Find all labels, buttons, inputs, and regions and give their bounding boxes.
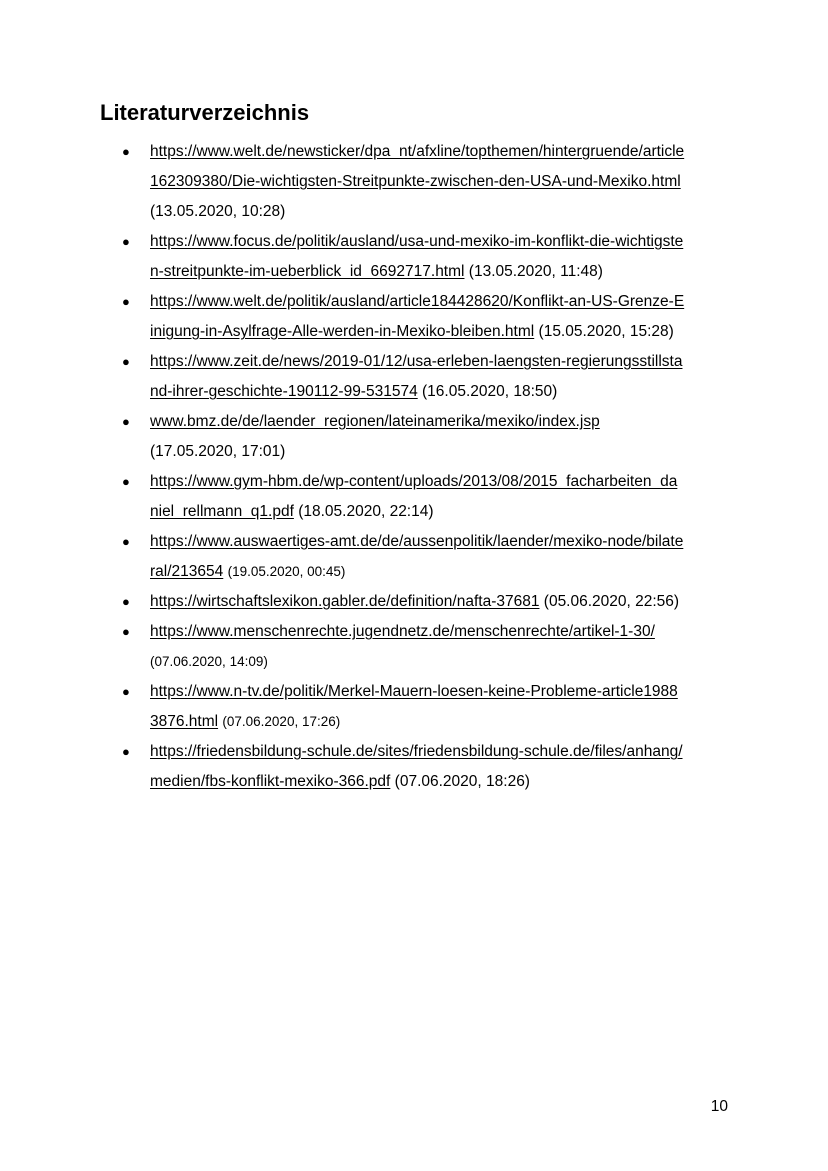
- reference-link[interactable]: 3876.html: [150, 713, 219, 730]
- reference-link[interactable]: https://www.menschenrechte.jugendnetz.de/menschenrechte/artikel-1-30/: [150, 623, 655, 640]
- reference-link[interactable]: https://wirtschaftslexikon.gabler.de/definition/nafta-37681: [150, 593, 540, 610]
- reference-item: [122, 617, 732, 677]
- bullet-icon: ●: [122, 474, 130, 489]
- bullet-icon: ●: [122, 144, 130, 159]
- bullet-icon: ●: [122, 354, 130, 369]
- reference-link[interactable]: inigung-in-Asylfrage-Alle-werden-in-Mexiko-bleiben.html: [150, 323, 535, 340]
- page-heading: Literaturverzeichnis: [100, 100, 310, 125]
- page-number: 10: [710, 1098, 728, 1115]
- access-date: (19.05.2020, 00:45): [227, 564, 346, 579]
- reference-link[interactable]: medien/fbs-konflikt-mexiko-366.pdf: [150, 773, 391, 790]
- bullet-icon: ●: [122, 684, 130, 699]
- reference-item: [122, 227, 732, 287]
- reference-link[interactable]: https://www.gym-hbm.de/wp-content/uploads/2013/08/2015_facharbeiten_da: [150, 473, 678, 490]
- reference-link[interactable]: https://www.welt.de/newsticker/dpa_nt/afxline/topthemen/hintergruende/article: [150, 143, 685, 160]
- reference-list: [122, 137, 732, 797]
- reference-link[interactable]: https://www.auswaertiges-amt.de/de/aussenpolitik/laender/mexiko-node/bilate: [150, 533, 684, 550]
- bullet-icon: ●: [122, 594, 130, 609]
- bullet-icon: ●: [122, 234, 130, 249]
- reference-link[interactable]: https://www.welt.de/politik/ausland/article184428620/Konflikt-an-US-Grenze-E: [150, 293, 685, 310]
- reference-link[interactable]: www.bmz.de/de/laender_regionen/lateinamerika/mexiko/index.jsp: [150, 413, 600, 430]
- access-date: (18.05.2020, 22:14): [298, 503, 434, 520]
- reference-item: [122, 527, 732, 587]
- reference-item: [122, 587, 732, 617]
- reference-link[interactable]: nd-ihrer-geschichte-190112-99-531574: [150, 383, 418, 400]
- bullet-icon: ●: [122, 624, 130, 639]
- access-date: (07.06.2020, 18:26): [394, 773, 530, 790]
- access-date: (05.06.2020, 22:56): [543, 593, 680, 610]
- bullet-icon: ●: [122, 414, 130, 429]
- access-date: (17.05.2020, 17:01): [150, 443, 286, 460]
- reference-item: [122, 287, 732, 347]
- bullet-icon: ●: [122, 534, 130, 549]
- reference-link[interactable]: https://www.zeit.de/news/2019-01/12/usa-erleben-laengsten-regierungsstillsta: [150, 353, 683, 370]
- bullet-icon: ●: [122, 294, 130, 309]
- reference-link[interactable]: ral/213654: [150, 563, 224, 580]
- access-date: (07.06.2020, 14:09): [150, 654, 268, 669]
- reference-item: [122, 347, 732, 407]
- reference-link[interactable]: 162309380/Die-wichtigsten-Streitpunkte-zwischen-den-USA-und-Mexiko.html: [150, 173, 681, 190]
- access-date: (16.05.2020, 18:50): [422, 383, 558, 400]
- reference-link[interactable]: https://www.focus.de/politik/ausland/usa-und-mexiko-im-konflikt-die-wichtigste: [150, 233, 684, 250]
- bullet-icon: ●: [122, 744, 130, 759]
- reference-link[interactable]: https://friedensbildung-schule.de/sites/friedensbildung-schule.de/files/anhang/: [150, 743, 683, 760]
- access-date: (07.06.2020, 17:26): [222, 714, 341, 729]
- reference-link[interactable]: niel_rellmann_q1.pdf: [150, 503, 294, 520]
- reference-item: [122, 737, 732, 797]
- reference-item: [122, 407, 732, 467]
- reference-item: [122, 467, 732, 527]
- reference-item: [122, 137, 732, 227]
- reference-item: [122, 677, 732, 737]
- reference-link[interactable]: https://www.n-tv.de/politik/Merkel-Mauern-loesen-keine-Probleme-article1988: [150, 683, 678, 700]
- access-date: (13.05.2020, 11:48): [468, 263, 603, 280]
- access-date: (13.05.2020, 10:28): [150, 203, 286, 220]
- reference-link[interactable]: n-streitpunkte-im-ueberblick_id_6692717.html: [150, 263, 465, 280]
- access-date: (15.05.2020, 15:28): [538, 323, 674, 340]
